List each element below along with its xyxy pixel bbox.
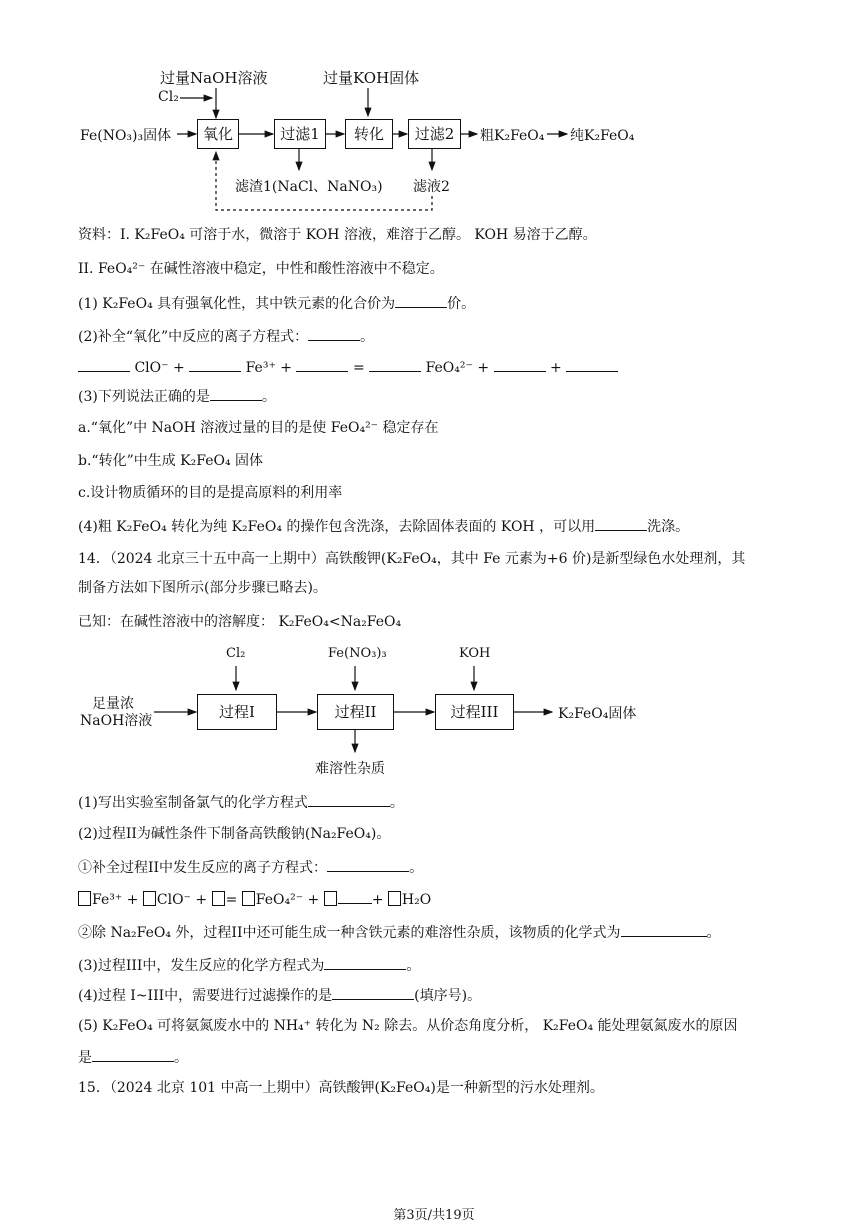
- answer-blank[interactable]: [332, 985, 414, 1000]
- q14-part2a-end: 。: [409, 860, 424, 876]
- q14-part1-end: 。: [389, 795, 404, 811]
- q14-known: 已知：在碱性溶液中的溶解度： K₂FeO₄<Na₂FeO₄: [78, 614, 402, 630]
- box-convert: 转化: [345, 119, 393, 149]
- q14-part1: [78, 792, 404, 813]
- eq-plus: +: [550, 360, 562, 376]
- q14-part2b-text: ②除 Na₂FeO₄ 外，过程II中还可能生成一种含铁元素的难溶性杂质，该物质的化学式为: [78, 925, 621, 941]
- q13-part2-end: 。: [360, 329, 375, 345]
- q14-part2b: [78, 922, 721, 943]
- box-process2: 过程II: [317, 694, 394, 730]
- eq-feo4: FeO₄²⁻ +: [425, 360, 490, 376]
- answer-blank[interactable]: [595, 516, 647, 531]
- q14-part4: [78, 985, 481, 1006]
- q13-part1-text: (1) K₂FeO₄ 具有强氧化性，其中铁元素的化合价为: [78, 296, 396, 312]
- option-b: b.“转化”中生成 K₂FeO₄ 固体: [78, 453, 264, 469]
- eq2-equals: =: [225, 892, 238, 908]
- q13-part4-text: (4)粗 K₂FeO₄ 转化为纯 K₂FeO₄ 的操作包含洗涤，去除固体表面的 KOH ，可以用: [78, 519, 596, 535]
- q14-part5b-text: 是: [78, 1050, 92, 1066]
- q14-part4-end: (填序号)。: [414, 988, 482, 1004]
- q14-part5: (5) K₂FeO₄ 可将氨氮废水中的 NH₄⁺ 转化为 N₂ 除去。从价态角度分析， K₂FeO₄ 能处理氨氮废水的原因: [78, 1018, 738, 1034]
- answer-blank[interactable]: [324, 955, 406, 970]
- box-process3: 过程III: [435, 694, 514, 730]
- d2-product: K₂FeO₄固体: [558, 706, 637, 722]
- eq2-clo: ClO⁻ +: [156, 892, 208, 908]
- q13-part3: [78, 386, 276, 407]
- pure-label: 纯K₂FeO₄: [570, 128, 635, 144]
- naoh-label: 过量NaOH溶液: [160, 69, 268, 87]
- eq2-feo4: FeO₄²⁻ +: [255, 892, 320, 908]
- d2-impurity: 难溶性杂质: [315, 761, 385, 777]
- d2-start-1: 足量浓: [92, 696, 134, 712]
- q13-part2: [78, 326, 374, 347]
- q14-equation: [78, 889, 431, 910]
- q13-part4: [78, 516, 689, 537]
- q13-part2-text: (2)补全“氧化”中反应的离子方程式：: [78, 329, 309, 345]
- eq2-fe: Fe³⁺ +: [92, 892, 139, 908]
- d2-start-2: NaOH溶液: [80, 713, 153, 729]
- eq2-plus: +: [371, 892, 384, 908]
- q14-part3-text: (3)过程III中，发生反应的化学方程式为: [78, 958, 325, 974]
- eq2-h2o: H₂O: [401, 892, 432, 908]
- d2-koh: KOH: [459, 646, 491, 661]
- eq-equals: =: [352, 360, 365, 376]
- koh-label: 过量KOH固体: [323, 69, 420, 87]
- answer-blank[interactable]: [92, 1047, 174, 1062]
- coef-blank[interactable]: [494, 357, 546, 372]
- box-filter1: 过滤1: [274, 119, 326, 149]
- coef-box[interactable]: [242, 891, 255, 906]
- answer-blank[interactable]: [621, 922, 707, 937]
- q14-part2b-end: 。: [706, 925, 721, 941]
- q14-part3-end: 。: [406, 958, 421, 974]
- coef-blank[interactable]: [78, 357, 130, 372]
- q15-heading: 15．（2024 北京 101 中高一上期中）高铁酸钾(K₂FeO₄)是一种新型的污水处理剂。: [78, 1080, 604, 1096]
- q14-part2a: [78, 857, 423, 878]
- coef-blank[interactable]: [189, 357, 241, 372]
- coef-blank[interactable]: [566, 357, 618, 372]
- q13-equation: [78, 357, 618, 378]
- answer-blank[interactable]: [308, 792, 390, 807]
- info-line-2: II. FeO₄²⁻ 在碱性溶液中稳定，中性和酸性溶液中不稳定。: [78, 261, 444, 277]
- q13-part1-end: 价。: [447, 296, 476, 312]
- q13-part1: [78, 293, 475, 314]
- answer-blank[interactable]: [210, 386, 262, 401]
- coef-blank[interactable]: [296, 357, 348, 372]
- page-footer: 第3页/共19页: [393, 1208, 475, 1223]
- box-oxidation: 氧化: [197, 119, 239, 149]
- q14-part2a-text: ①补全过程II中发生反应的离子方程式：: [78, 860, 328, 876]
- q13-part4-end: 洗涤。: [647, 519, 690, 535]
- eq-fe: Fe³⁺ +: [245, 360, 293, 376]
- d2-cl2: Cl₂: [226, 646, 246, 661]
- info-line-1: 资料：I. K₂FeO₄ 可溶于水，微溶于 KOH 溶液，难溶于乙醇。 KOH 易溶于乙醇。: [78, 227, 597, 243]
- coef-box[interactable]: [212, 891, 225, 906]
- q13-part3-end: 。: [261, 389, 276, 405]
- q14-part3: [78, 955, 420, 976]
- q14-part2: (2)过程II为碱性条件下制备高铁酸钠(Na₂FeO₄)。: [78, 826, 391, 842]
- q14-heading-2: 制备方法如下图所示(部分步骤已略去)。: [78, 580, 327, 596]
- eq-clo: ClO⁻ +: [134, 360, 185, 376]
- cl2-label: Cl₂: [158, 89, 179, 105]
- q14-part4-text: (4)过程 I~III中，需要进行过滤操作的是: [78, 988, 333, 1004]
- q14-part5b-end: 。: [174, 1050, 188, 1066]
- coef-box[interactable]: [388, 891, 401, 906]
- q13-part3-text: (3)下列说法正确的是: [78, 389, 210, 405]
- residue1-label: 滤渣1(NaCl、NaNO₃): [235, 179, 383, 195]
- answer-blank[interactable]: [395, 293, 447, 308]
- box-filter2: 过滤2: [408, 119, 461, 149]
- answer-blank[interactable]: [308, 326, 360, 341]
- coef-box[interactable]: [78, 891, 91, 906]
- q14-part5b: [78, 1047, 188, 1068]
- q14-heading-1: 14．（2024 北京三十五中高一上期中）高铁酸钾(K₂FeO₄，其中 Fe 元素为+6 价)是新型绿色水处理剂，其: [78, 551, 746, 567]
- box-process1: 过程I: [197, 694, 277, 730]
- coef-box[interactable]: [143, 891, 156, 906]
- d2-feno3: Fe(NO₃)₃: [328, 646, 387, 661]
- species-blank[interactable]: [338, 889, 372, 904]
- coef-box[interactable]: [324, 891, 337, 906]
- option-a: a.“氧化”中 NaOH 溶液过量的目的是使 FeO₄²⁻ 稳定存在: [78, 420, 439, 436]
- start-label: Fe(NO₃)₃固体: [80, 128, 172, 144]
- option-c: c.设计物质循环的目的是提高原料的利用率: [78, 485, 343, 501]
- answer-blank[interactable]: [327, 857, 409, 872]
- q14-part1-text: (1)写出实验室制备氯气的化学方程式: [78, 795, 308, 811]
- crude-label: 粗K₂FeO₄: [480, 128, 545, 144]
- coef-blank[interactable]: [369, 357, 421, 372]
- filtrate2-label: 滤液2: [413, 179, 450, 195]
